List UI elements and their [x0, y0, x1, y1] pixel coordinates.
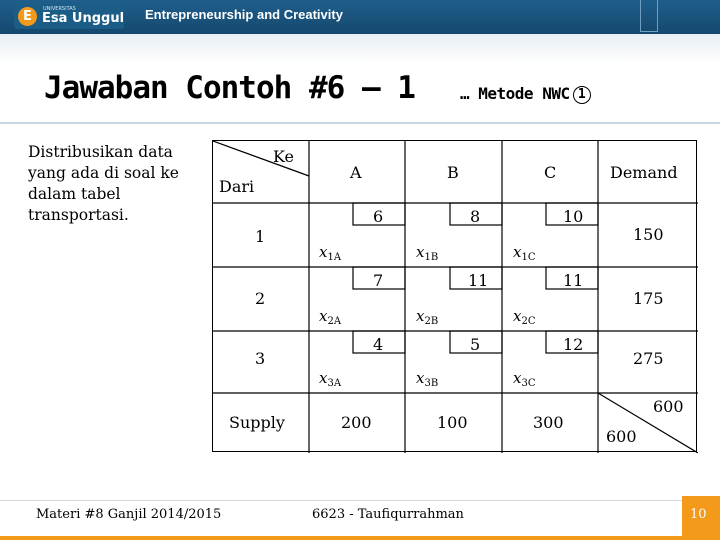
var-x1b: $x_{1B}$	[416, 243, 439, 263]
corner-ke: Ke	[273, 147, 294, 166]
slide-subtitle	[460, 84, 591, 104]
demand-2: 175	[633, 289, 664, 308]
slide-title: Jawaban Contoh #6 – 1	[44, 70, 415, 106]
total-demand: 600	[653, 397, 684, 416]
cost-3b: 5	[470, 335, 481, 354]
cost-2b: 11	[468, 271, 489, 290]
page-number: 10	[690, 507, 707, 522]
subtitle-text: … Metode NWC	[460, 84, 570, 103]
cost-2c: 11	[563, 271, 584, 290]
footer-divider	[0, 500, 720, 501]
demand-1: 150	[633, 225, 664, 244]
logo-mark-icon: E	[18, 7, 37, 26]
corner-dari: Dari	[219, 177, 255, 196]
cost-1c: 10	[563, 207, 584, 226]
subtitle-circle-number: 1	[573, 86, 591, 104]
logo-name: Esa Unggul	[42, 11, 125, 26]
total-supply: 600	[606, 427, 637, 446]
cost-1a: 6	[373, 207, 384, 226]
footer-course-info: Materi #8 Ganjil 2014/2015	[36, 507, 222, 522]
var-x3c: $x_{3C}$	[513, 369, 536, 389]
demand-3: 275	[633, 349, 664, 368]
header-bar	[0, 0, 720, 34]
table-grid-lines	[213, 141, 698, 453]
col-header-demand: Demand	[610, 163, 678, 182]
cost-3c: 12	[563, 335, 584, 354]
corner-diagonal	[213, 141, 309, 176]
logo-small-text: UNIVERSITAS	[43, 6, 76, 12]
supply-b: 100	[437, 413, 468, 432]
supply-label: Supply	[229, 413, 285, 432]
var-x1a: $x_{1A}$	[319, 243, 342, 263]
supply-a: 200	[341, 413, 372, 432]
header-band	[0, 34, 720, 64]
col-header-a: A	[350, 163, 362, 182]
cost-2a: 7	[373, 271, 384, 290]
supply-c: 300	[533, 413, 564, 432]
footer-author: 6623 - Taufiqurrahman	[312, 507, 464, 522]
var-x2b: $x_{2B}$	[416, 307, 439, 327]
course-title: Entrepreneurship and Creativity	[145, 7, 343, 22]
transportation-table	[212, 140, 697, 452]
cost-1b: 8	[470, 207, 481, 226]
row-label-1: 1	[255, 227, 266, 246]
var-x3a: $x_{3A}$	[319, 369, 342, 389]
col-header-b: B	[447, 163, 459, 182]
title-divider	[0, 122, 720, 124]
university-logo	[14, 4, 124, 29]
header-tab-decoration	[640, 0, 658, 32]
var-x3b: $x_{3B}$	[416, 369, 439, 389]
row-label-3: 3	[255, 349, 266, 368]
var-x1c: $x_{1C}$	[513, 243, 536, 263]
var-x2c: $x_{2C}$	[513, 307, 536, 327]
var-x2a: $x_{2A}$	[319, 307, 342, 327]
footer-accent-line	[0, 536, 720, 540]
instruction-text: Distribusikan data yang ada di soal ke dalam tabel transportasi.	[28, 143, 179, 224]
col-header-c: C	[544, 163, 557, 182]
cost-3a: 4	[373, 335, 384, 354]
row-label-2: 2	[255, 289, 266, 308]
